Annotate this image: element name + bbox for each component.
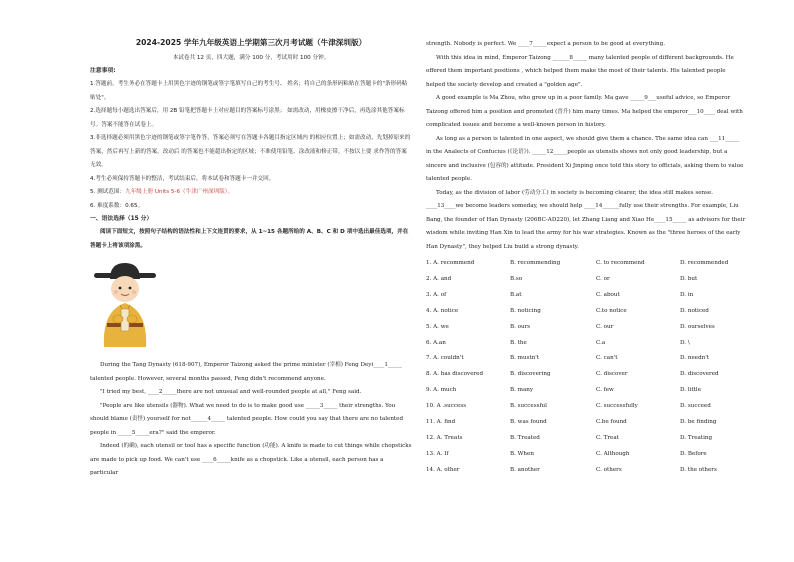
option-b: B.so [510,275,523,282]
passage-paragraph: A good example is Ma Zhou, who grew up in a poor family. Ma gave _____9___useful advice, so Emperor Taizong offered him a position and promoted (晋升) him many times. Ma helped the emperor___10____ deal with complicated issues and become a well-known person in history. [426,95,743,128]
option-a: 5. A. we [426,323,449,330]
tang-official-illustration [90,259,160,351]
option-a: 8. A. has discovered [426,371,484,378]
option-row [426,336,746,352]
tang-official-cartoon-icon [90,259,160,351]
option-d: D. ourselves [680,323,715,330]
option-row [426,447,746,463]
option-d: D. recommended [680,260,729,266]
option-c: C.a [596,339,606,346]
option-b: B. discovering [510,371,551,378]
page-title: 2024-2025 学年九年级英语上学期第三次月考试题（牛津深圳版） [135,38,367,47]
option-a: 11. A. find [426,419,456,426]
option-row [426,272,746,288]
option-c: C. Treat [596,434,619,441]
note-item: 1.答题前，考生务必在答题卡上用黑色字迹的钢笔或签字笔填写自己的考生号、 姓名；将自己的条形码粘贴在答题卡的"条形码粘贴处"。 [90,81,408,101]
option-b: B.at [510,291,522,298]
option-a: 4. A. notice [426,307,459,314]
passage-paragraph: "People are like utensils (器物). What we need to do is to make good use _____3_____ their strengths. You should blame (责怪) yourself for not______4_____ talented people. How could you say that there are no talented people in _____5_____era?" said the emperor. [90,402,404,436]
option-c: C.to notice [596,307,627,314]
option-d: D. succeed [680,403,711,410]
option-c: C.be found [596,419,627,426]
difficulty: 6. 难度系数：0.65。 [90,202,144,209]
option-row [426,320,746,336]
section-instructions: 阅读下面短文，按照句子结构的语法性和上下文连贯的要求，从 1~15 各题所给的 A、B、C 和 D 项中选出最佳选项，并在答题卡上将该项涂黑。 [90,229,409,249]
option-d: D. but [680,275,698,282]
option-a: 10. A .success [426,403,467,410]
passage-paragraph: Today, as the division of labor (劳动分工) in society is becoming clearer, the idea still makes sense. ____13____we become leaders someday, we should help ____14______fully use their strengths. For example, Liu Bang, the founder of Han Dynasty (206BC-AD220), let Zhang Liang and Xiao He____15_____ as advisors for their wisdom while inviting Han Xin to lead the army for his war strategies. Known as the "three heroes of the early Han Dynasty", they helped Liu build a strong dynasty. [426,189,746,250]
note-item: 2.选择题每小题选出答案后，用 2B 铅笔把答题卡上对应题目的答案标号涂黑； 如需改动，用橡皮擦干净后，再选涂其他答案标号。答案不能答在试卷上。 [90,108,405,128]
option-row [426,463,746,479]
section-heading: 一、语法选择（15 分） [90,216,153,222]
option-a: 7. A. couldn't [426,355,464,362]
option-a: 1. A. recommend [426,260,475,266]
option-d: D. be finding [680,419,717,426]
option-b: B. recommending [510,260,561,266]
option-c: C. to recommend [596,260,645,266]
option-b: B. the [510,339,527,346]
option-b: B. When [510,450,534,457]
scope-value: 九年级上册 Units 5-6（牛津广州深圳版）。 [125,189,234,195]
note-item: 3.非选择题必须用黑色字迹的钢笔或签字笔作答，答案必须写在答题卡各题目指定区域内 的相应位置上；如需改动，先划掉原来的答案，然后再写上新的答案，改动后 的答案也不能超出指定的区域；不准使用铅笔、涂改液和修正带。不按以上要 求作答的答案无效。 [90,135,411,168]
option-d: D. noticed [680,307,709,314]
option-c: C. can't [596,355,618,362]
option-c: C. others [596,466,622,473]
option-b: B. Treated [510,434,540,441]
option-c: C. about [596,291,620,298]
option-d: D. \ [680,339,690,346]
option-row [426,415,746,431]
scope-prefix: 5. 测试范围： [90,189,126,195]
option-c: C. Although [596,450,630,457]
option-c: C. our [596,323,614,330]
option-d: D. Treating [680,434,713,441]
option-b: B. successful [510,403,547,410]
option-a: 13. A. If [426,450,449,457]
option-a: 2. A. and [426,275,452,282]
option-b: B. mustn't [510,355,540,362]
option-row [426,367,746,383]
option-row [426,399,746,415]
option-a: 14. A. other [426,466,460,473]
option-a: 12. A. Treats [426,434,463,441]
option-a: 9. A. much [426,387,457,394]
option-a: 6. A.an [426,339,446,346]
option-row [426,304,746,320]
passage-paragraph: With this idea in mind, Emperor Taizong ______8_____ many talented people of different backgrounds. He offered them important positions , which helped them make the most of their talents. His talented people helped the society develop and created a "golden age". [426,54,734,88]
passage-paragraph: During the Tang Dynasty (618-907), Emperor Taizong asked the prime minister (宰相) Feng Deyi____1_____ talented people. However, several months passed, Feng didn't recommend anyone. [90,362,402,382]
option-c: C. few [596,387,614,394]
options-list [426,256,746,479]
option-a: 3. A. of [426,291,447,298]
notes-heading: 注意事项: [90,68,116,74]
option-b: B. was found [510,419,547,426]
option-d: D. little [680,387,702,394]
passage-paragraph: "I tried my best, ____2_____there are not unusual and well-rounded people at all," Feng said. [100,389,362,395]
option-row [426,351,746,367]
option-d: D. needn't [680,355,710,362]
option-b: B. many [510,387,534,394]
note-item: 4.考生必须保持答题卡的整洁，考试结束后，将本试卷和答题卡一并交回。 [90,175,275,182]
test-scope [90,186,412,200]
option-c: C. or [596,275,610,282]
option-c: C. successfully [596,403,638,410]
passage-paragraph: Indeed (的确), each utensil or tool has a specific function (功能). A knife is made to cut things while chopsticks are made to pick up food. We can't use ____6_____knife as a chopstick. Like a utensil, each person has a particular [90,443,412,476]
option-b: B. ours [510,323,531,330]
option-row [426,431,746,447]
option-row [426,288,746,304]
option-b: B. another [510,466,540,473]
option-d: D. in [680,291,694,298]
passage-paragraph: strength. Nobody is perfect. We ____7_____expect a person to be good at everything. [426,41,665,47]
option-row [426,383,746,399]
exam-meta: 本试卷共 12 页，四大题，满分 100 分，考试用时 100 分钟。 [172,55,330,61]
option-b: B. noticing [510,307,541,314]
option-row [426,256,746,272]
right-column [426,38,746,479]
option-d: D. the others [680,466,717,473]
left-column [90,38,412,481]
option-d: D. Before [680,450,707,457]
passage-paragraph: As long as a person is talented in one aspect, we should give them a chance. The same idea can ___11_____ in the Analects of Confucius (《论语》). _____12_____people as utensils shows not only good leadership, but a sincere and inclusive (包容的) attitude. President Xi Jinping once told this story to officials, asking them to value talented people. [426,135,744,182]
option-d: D. discovered [680,371,719,378]
option-c: C. discover [596,371,628,378]
